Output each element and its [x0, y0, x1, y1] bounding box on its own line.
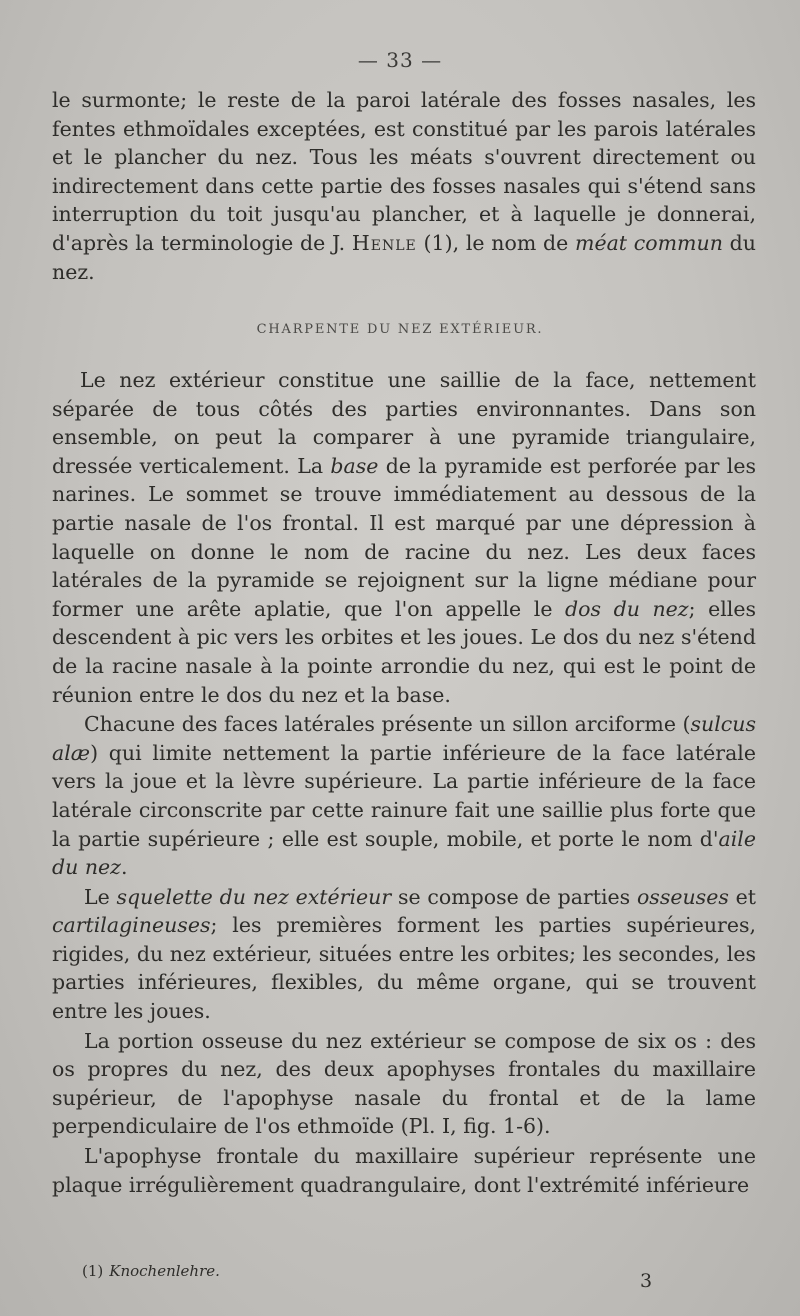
footnote	[82, 1262, 220, 1280]
italic-term: sulcus alæ	[52, 712, 756, 765]
author-name: Henle	[351, 230, 417, 255]
italic-term: squelette du nez extérieur	[116, 884, 392, 909]
paragraph-text: .	[120, 855, 128, 880]
paragraph-text: Chacune des faces latérales présente un sillon arciforme (	[84, 712, 691, 737]
paragraph-4: La portion osseuse du nez extérieur se compose de six os : des os propres du nez, des deux apophyses frontales du maxillaire supérieur, de l'apophyse nasale du frontal et de la lame perpendiculaire de l'os ethmoïde (Pl. I, fig. 1-6).	[52, 1028, 756, 1139]
section-heading: CHARPENTE DU NEZ EXTÉRIEUR.	[256, 322, 544, 337]
paragraph-text: ; elles descendent à pic vers les orbites et les joues. Le dos du nez s'étend de la racine nasale à la pointe arrondie du nez, qui est le point de réunion entre le dos du nez et la base.	[52, 596, 756, 707]
paragraph-text: de la pyramide est perforée par les narines. Le sommet se trouve immédiatement au dessous de la partie nasale de l'os frontal. Il est marqué par une dépression à laquelle on donne le nom de racine du nez. Les deux faces latérales de la pyramide se rejoignent sur la ligne médiane pour former une arête aplatie, que l'on appelle le	[52, 453, 756, 621]
paragraph-text: ) qui limite nettement la partie inférieure de la face latérale vers la joue et la lèvre supérieure. La partie inférieure de la face latérale circonscrite par cette rainure fait une saillie plus forte que la partie supérieure ; elle est souple, mobile, et porte le nom d'	[52, 740, 756, 851]
paragraph-text: (1), le nom de	[416, 230, 576, 255]
paragraph-2	[52, 710, 756, 882]
main-text	[52, 366, 756, 1199]
page-number: — 33 —	[357, 48, 443, 72]
italic-term: base	[330, 453, 379, 478]
footnote-text: Knochenlehre.	[109, 1262, 220, 1280]
italic-term: cartilagineuses	[52, 913, 211, 938]
paragraph-text: du nez.	[52, 230, 756, 284]
continued-text	[52, 86, 756, 286]
paragraph-text: Le nez extérieur constitue une saillie de la face, nettement séparée de tous côtés des parties environnantes. Dans son ensemble, on peut la comparer à une pyramide triangulaire, dressée verticalement. La	[52, 368, 756, 478]
italic-term: méat commun	[575, 230, 723, 255]
footnote-marker: (1)	[82, 1262, 104, 1280]
paragraph-text: Le	[84, 884, 117, 909]
paragraph-text: et	[728, 884, 756, 909]
paragraph-text: ; les premières forment les parties supérieures, rigides, du nez extérieur, situées entre les orbites; les secondes, les parties inférieures, flexibles, du même organe, qui se trouvent entre les joues.	[52, 913, 756, 1024]
paragraph-text: le surmonte; le reste de la paroi latérale des fosses nasales, les fentes ethmoïdales exceptées, est constitué par les parois latérales et le plancher du nez. Tous les méats s'ouvrent directement ou indirectement dans cette partie des fosses nasales qui s'étend sans interruption du toit jusqu'au plancher, et à laquelle je donnerai, d'après la terminologie de J.	[52, 88, 756, 255]
paragraph-continued	[52, 86, 756, 286]
italic-term: dos du nez	[565, 596, 689, 621]
italic-term: aile du nez	[52, 826, 756, 880]
signature-mark: 3	[640, 1270, 653, 1292]
paragraph-3	[52, 883, 756, 1026]
paragraph-1	[52, 366, 756, 709]
paragraph-5: L'apophyse frontale du maxillaire supérieur représente une plaque irrégulièrement quadrangulaire, dont l'extrémité inférieure	[52, 1144, 756, 1197]
paragraph-text: se compose de parties	[391, 884, 637, 909]
italic-term: osseuses	[636, 884, 729, 909]
